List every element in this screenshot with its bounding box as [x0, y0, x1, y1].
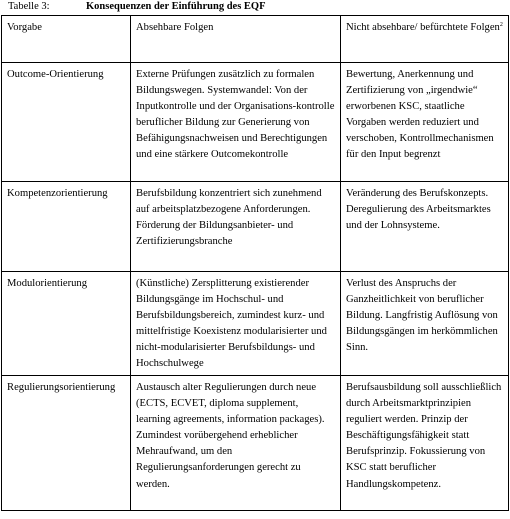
cell-nicht-absehbare-folgen: Bewertung, Anerkennung und Zertifizierung von „irgendwie“ erworbenen KSC, staatliche Vorgaben werden reduziert und verschoben, Kontrollmechanismen für den Input begrenzt	[341, 63, 509, 182]
table-caption-label: Tabelle 3:	[8, 1, 50, 12]
cell-vorgabe: Modulorientierung	[2, 272, 131, 376]
cell-absehbare-folgen: Externe Prüfungen zusätzlich zu formalen Bildungswegen. Systemwandel: Von der Inputkontrolle und der Organisations-kontrolle beruflicher Bildung zur Generierung von Befähigungsnachweisen und Berechtigungen und eine stärkere Outcomekontrolle	[131, 63, 341, 182]
header-nicht-absehbare-folgen	[341, 16, 509, 63]
cell-vorgabe: Regulierungsorientierung	[2, 376, 131, 511]
header-nicht-absehbare-folgen-text: Nicht absehbare/ befürchtete Folgen	[346, 22, 500, 33]
footnote-marker: 2	[499, 22, 503, 28]
cell-nicht-absehbare-folgen: Veränderung des Berufskonzepts. Deregulierung des Arbeitsmarktes und der Lohnsysteme.	[341, 182, 509, 272]
table-caption-title: Konsequenzen der Einführung des EQF	[86, 1, 266, 12]
table-row	[2, 272, 509, 376]
cell-absehbare-folgen: (Künstliche) Zersplitterung existierender Bildungsgänge im Hochschul- und Berufsbildungsbereich, zumindest kurz- und mittelfristige Koexistenz modularisierter und nicht-modularisierter Berufsbildungs- und Hochschulwege	[131, 272, 341, 376]
header-vorgabe: Vorgabe	[2, 16, 131, 63]
cell-nicht-absehbare-folgen: Verlust des Anspruchs der Ganzheitlichkeit von beruflicher Bildung. Langfristig Auflösung von Bildungsgängen im herkömmlichen Sinn.	[341, 272, 509, 376]
cell-vorgabe: Kompetenzorientierung	[2, 182, 131, 272]
header-absehbare-folgen: Absehbare Folgen	[131, 16, 341, 63]
cell-absehbare-folgen: Austausch alter Regulierungen durch neue (ECTS, ECVET, diploma supplement, learning agreements, information packages). Zumindest vorübergehend erheblicher Mehraufwand, um den Regulierungsanforderungen gerecht zu werden.	[131, 376, 341, 511]
table-header-row	[2, 16, 509, 63]
cell-nicht-absehbare-folgen: Berufsausbildung soll ausschließlich durch Arbeitsmarktprinzipien reguliert werden. Prinzip der Beschäftigungsfähigkeit statt Berufsprinzip. Fokussierung von KSC statt beruflicher Handlungskompetenz.	[341, 376, 509, 511]
table-caption	[8, 1, 266, 13]
table-row	[2, 376, 509, 511]
table-row	[2, 63, 509, 182]
cell-absehbare-folgen: Berufsbildung konzentriert sich zunehmend auf arbeitsplatzbezogene Anforderungen. Förderung der Bildungsanbieter- und Zertifizierungsbranche	[131, 182, 341, 272]
consequences-table	[1, 15, 509, 511]
table-row	[2, 182, 509, 272]
cell-vorgabe: Outcome-Orientierung	[2, 63, 131, 182]
